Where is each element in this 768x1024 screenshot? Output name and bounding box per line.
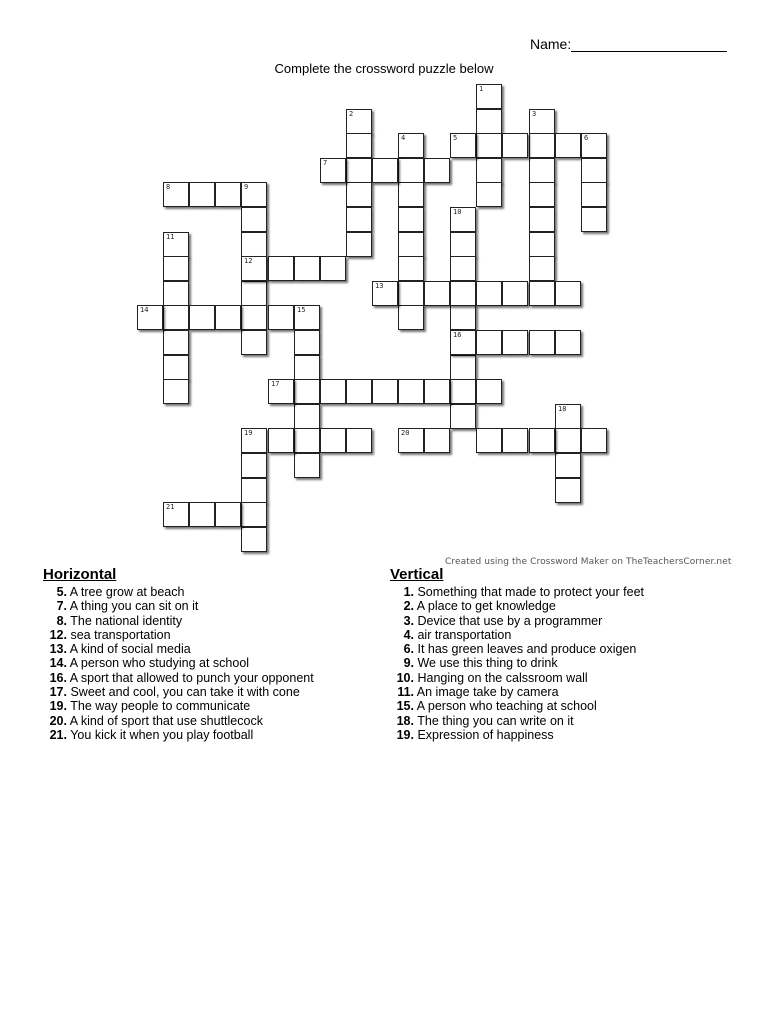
clue-number: 9. xyxy=(403,656,414,671)
clue-text: The way people to communicate xyxy=(67,699,251,714)
crossword-cell[interactable] xyxy=(163,182,189,207)
clue-number: 18 xyxy=(558,405,567,413)
clue-number: 1 xyxy=(479,85,484,93)
crossword-cell[interactable] xyxy=(241,256,267,281)
clue-number: 5. xyxy=(56,585,67,599)
crossword-cell[interactable] xyxy=(241,478,267,503)
vertical-clue xyxy=(390,599,644,613)
crossword-cell[interactable] xyxy=(450,281,476,306)
clue-number: 18. xyxy=(396,713,414,728)
clue-number: 19. xyxy=(396,727,414,742)
clue-text: A thing you can sit on it xyxy=(67,599,199,614)
crossword-cell[interactable] xyxy=(555,453,581,478)
crossword-cell[interactable] xyxy=(529,330,555,355)
crossword-cell[interactable] xyxy=(450,232,476,257)
clue-text: A sport that allowed to punch your opponent xyxy=(67,670,314,685)
clue-text: A place to get knowledge xyxy=(414,599,556,614)
vertical-clue xyxy=(390,628,644,642)
clue-text: A person who studying at school xyxy=(67,656,250,671)
crossword-cell[interactable] xyxy=(241,207,267,232)
clue-text: You kick it when you play football xyxy=(67,727,254,742)
horizontal-clue xyxy=(43,628,314,642)
crossword-cell[interactable] xyxy=(320,379,346,404)
crossword-cell[interactable] xyxy=(398,182,424,207)
crossword-cell[interactable] xyxy=(163,232,189,257)
crossword-cell[interactable] xyxy=(346,158,372,183)
clue-number: 20 xyxy=(401,429,410,437)
clue-text: Expression of happiness xyxy=(414,727,554,742)
crossword-cell[interactable] xyxy=(346,182,372,207)
crossword-cell[interactable] xyxy=(163,256,189,281)
crossword-cell[interactable] xyxy=(450,379,476,404)
crossword-cell[interactable] xyxy=(476,158,502,183)
clue-number: 20. xyxy=(49,713,67,728)
crossword-cell[interactable] xyxy=(555,404,581,429)
credit-text: Created using the Crossword Maker on TheTeachersCorner.net xyxy=(445,557,732,567)
crossword-cell[interactable] xyxy=(424,379,450,404)
crossword-cell[interactable] xyxy=(424,158,450,183)
vertical-clue xyxy=(390,585,644,599)
crossword-cell[interactable] xyxy=(241,305,267,330)
crossword-cell[interactable] xyxy=(581,207,607,232)
horizontal-clue xyxy=(43,585,314,599)
crossword-cell[interactable] xyxy=(476,379,502,404)
clue-number: 5 xyxy=(453,134,458,142)
crossword-cell[interactable] xyxy=(502,330,528,355)
crossword-cell[interactable] xyxy=(372,281,398,306)
crossword-cell[interactable] xyxy=(294,330,320,355)
crossword-cell[interactable] xyxy=(398,232,424,257)
clue-text: Sweet and cool, you can take it with cone xyxy=(67,685,300,700)
crossword-cell[interactable] xyxy=(346,232,372,257)
clue-number: 19 xyxy=(244,429,253,437)
clue-number: 14 xyxy=(140,306,149,314)
crossword-cell[interactable] xyxy=(137,305,163,330)
clue-text: A person who teaching at school xyxy=(414,699,597,714)
crossword-cell[interactable] xyxy=(450,133,476,158)
horizontal-clue xyxy=(43,728,314,742)
clue-number: 6. xyxy=(403,642,414,657)
crossword-cell[interactable] xyxy=(476,428,502,453)
crossword-cell[interactable] xyxy=(502,281,528,306)
horizontal-clues xyxy=(43,566,314,742)
crossword-cell[interactable] xyxy=(346,379,372,404)
horizontal-clue xyxy=(43,699,314,713)
crossword-cell[interactable] xyxy=(476,281,502,306)
clue-text: An image take by camera xyxy=(414,685,559,700)
crossword-cell[interactable] xyxy=(424,281,450,306)
crossword-cell[interactable] xyxy=(215,305,241,330)
horizontal-clue xyxy=(43,614,314,628)
crossword-cell[interactable] xyxy=(294,305,320,330)
crossword-cell[interactable] xyxy=(241,502,267,527)
crossword-cell[interactable] xyxy=(189,182,215,207)
clue-text: It has green leaves and produce oxigen xyxy=(414,642,637,657)
horizontal-clue xyxy=(43,671,314,685)
crossword-cell[interactable] xyxy=(320,158,346,183)
crossword-cell[interactable] xyxy=(398,158,424,183)
crossword-cell[interactable] xyxy=(215,182,241,207)
clue-text: A kind of social media xyxy=(67,642,191,657)
crossword-cell[interactable] xyxy=(241,527,267,552)
crossword-cell[interactable] xyxy=(163,330,189,355)
clue-text: Something that made to protect your feet xyxy=(414,585,644,599)
crossword-cell[interactable] xyxy=(529,109,555,134)
instructions: Complete the crossword puzzle below xyxy=(274,61,494,76)
vertical-clue xyxy=(390,642,644,656)
clue-text: Hanging on the calssroom wall xyxy=(414,670,588,685)
crossword-cell[interactable] xyxy=(163,355,189,380)
crossword-cell[interactable] xyxy=(450,207,476,232)
vertical-clue xyxy=(390,656,644,670)
crossword-cell[interactable] xyxy=(294,379,320,404)
crossword-cell[interactable] xyxy=(529,133,555,158)
clue-text: air transportation xyxy=(414,627,512,642)
crossword-cell[interactable] xyxy=(502,133,528,158)
crossword-cell[interactable] xyxy=(529,232,555,257)
crossword-cell[interactable] xyxy=(189,502,215,527)
crossword-cell[interactable] xyxy=(502,428,528,453)
vertical-clue xyxy=(390,699,644,713)
clue-number: 21. xyxy=(49,727,67,742)
crossword-cell[interactable] xyxy=(581,428,607,453)
crossword-cell[interactable] xyxy=(268,379,294,404)
crossword-cell[interactable] xyxy=(398,133,424,158)
vertical-clue xyxy=(390,728,644,742)
clue-number: 10. xyxy=(396,670,414,685)
crossword-cell[interactable] xyxy=(294,428,320,453)
vertical-clues xyxy=(390,566,644,742)
crossword-cell[interactable] xyxy=(320,428,346,453)
clue-number: 13. xyxy=(49,642,67,657)
clue-number: 16. xyxy=(49,670,67,685)
crossword-cell[interactable] xyxy=(529,182,555,207)
crossword-cell[interactable] xyxy=(450,256,476,281)
clue-text: The national identity xyxy=(67,613,183,628)
crossword-cell[interactable] xyxy=(476,330,502,355)
crossword-cell[interactable] xyxy=(529,207,555,232)
crossword-cell[interactable] xyxy=(163,305,189,330)
clue-number: 3. xyxy=(403,613,414,628)
crossword-cell[interactable] xyxy=(346,109,372,134)
clue-number: 13 xyxy=(375,282,384,290)
vertical-clue xyxy=(390,614,644,628)
crossword-cell[interactable] xyxy=(241,428,267,453)
crossword-cell[interactable] xyxy=(268,305,294,330)
crossword-cell[interactable] xyxy=(450,355,476,380)
horizontal-heading: Horizontal xyxy=(43,566,117,583)
crossword-cell[interactable] xyxy=(398,305,424,330)
clue-number: 1. xyxy=(403,585,414,599)
crossword-cell[interactable] xyxy=(529,158,555,183)
crossword-cell[interactable] xyxy=(372,158,398,183)
crossword-cell[interactable] xyxy=(346,207,372,232)
crossword-cell[interactable] xyxy=(268,256,294,281)
clue-number: 17 xyxy=(271,380,280,388)
horizontal-clue xyxy=(43,685,314,699)
horizontal-clue xyxy=(43,656,314,670)
crossword-cell[interactable] xyxy=(189,305,215,330)
clue-number: 11. xyxy=(397,685,414,700)
crossword-cell[interactable] xyxy=(450,404,476,429)
clue-number: 8. xyxy=(56,613,67,628)
clue-number: 6 xyxy=(584,134,589,142)
clue-number: 12 xyxy=(244,257,253,265)
clue-number: 4. xyxy=(403,627,414,642)
crossword-cell[interactable] xyxy=(476,84,502,109)
crossword-cell[interactable] xyxy=(294,355,320,380)
crossword-cell[interactable] xyxy=(450,305,476,330)
clue-number: 16 xyxy=(453,331,462,339)
clue-number: 2. xyxy=(403,599,414,614)
crossword-cell[interactable] xyxy=(163,502,189,527)
clue-text: A tree grow at beach xyxy=(67,585,185,599)
crossword-cell[interactable] xyxy=(241,453,267,478)
crossword-cell[interactable] xyxy=(241,281,267,306)
vertical-clue xyxy=(390,685,644,699)
vertical-clue-list xyxy=(390,585,644,742)
vertical-clue xyxy=(390,714,644,728)
clue-text: We use this thing to drink xyxy=(414,656,558,671)
clue-number: 7 xyxy=(323,159,328,167)
crossword-cell[interactable] xyxy=(163,379,189,404)
crossword-cell[interactable] xyxy=(268,428,294,453)
vertical-heading: Vertical xyxy=(390,566,444,583)
crossword-cell[interactable] xyxy=(294,404,320,429)
crossword-cell[interactable] xyxy=(555,133,581,158)
clue-number: 15 xyxy=(297,306,306,314)
crossword-cell[interactable] xyxy=(346,428,372,453)
crossword-cell[interactable] xyxy=(241,330,267,355)
clue-number: 11 xyxy=(166,233,175,241)
crossword-cell[interactable] xyxy=(555,330,581,355)
clue-number: 3 xyxy=(532,110,537,118)
crossword-cell[interactable] xyxy=(398,256,424,281)
clue-text: sea transportation xyxy=(67,627,171,642)
crossword-cell[interactable] xyxy=(581,133,607,158)
crossword-cell[interactable] xyxy=(424,428,450,453)
crossword-cell[interactable] xyxy=(241,232,267,257)
clue-number: 19. xyxy=(49,699,67,714)
crossword-cell[interactable] xyxy=(398,281,424,306)
crossword-cell[interactable] xyxy=(294,256,320,281)
crossword-cell[interactable] xyxy=(398,207,424,232)
clue-number: 8 xyxy=(166,183,171,191)
crossword-cell[interactable] xyxy=(320,256,346,281)
crossword-cell[interactable] xyxy=(215,502,241,527)
crossword-cell[interactable] xyxy=(241,182,267,207)
crossword-cell[interactable] xyxy=(555,478,581,503)
clue-number: 12. xyxy=(49,627,67,642)
crossword-cell[interactable] xyxy=(346,133,372,158)
crossword-cell[interactable] xyxy=(372,379,398,404)
crossword-cell[interactable] xyxy=(529,428,555,453)
crossword-cell[interactable] xyxy=(163,281,189,306)
crossword-cell[interactable] xyxy=(555,428,581,453)
clue-number: 10 xyxy=(453,208,462,216)
crossword-cell[interactable] xyxy=(294,453,320,478)
crossword-cell[interactable] xyxy=(555,281,581,306)
vertical-clue xyxy=(390,671,644,685)
crossword-cell[interactable] xyxy=(450,330,476,355)
horizontal-clue xyxy=(43,714,314,728)
clue-number: 7. xyxy=(56,599,67,614)
clue-text: The thing you can write on it xyxy=(414,713,574,728)
crossword-cell[interactable] xyxy=(476,182,502,207)
name-label: Name: xyxy=(530,36,572,52)
crossword-cell[interactable] xyxy=(476,109,502,134)
crossword-cell[interactable] xyxy=(529,256,555,281)
horizontal-clue xyxy=(43,599,314,613)
crossword-cell[interactable] xyxy=(398,379,424,404)
crossword-cell[interactable] xyxy=(529,281,555,306)
clue-number: 9 xyxy=(244,183,249,191)
clue-number: 21 xyxy=(166,503,175,511)
clue-number: 15. xyxy=(396,699,414,714)
clue-number: 17. xyxy=(49,685,67,700)
clue-text: A kind of sport that use shuttlecock xyxy=(67,713,263,728)
clue-text: Device that use by a programmer xyxy=(414,613,603,628)
crossword-cell[interactable] xyxy=(476,133,502,158)
horizontal-clue-list xyxy=(43,585,314,742)
clue-number: 4 xyxy=(401,134,406,142)
horizontal-clue xyxy=(43,642,314,656)
clue-number: 2 xyxy=(349,110,354,118)
crossword-cell[interactable] xyxy=(398,428,424,453)
clue-number: 14. xyxy=(49,656,67,671)
crossword-cell[interactable] xyxy=(581,182,607,207)
crossword-cell[interactable] xyxy=(581,158,607,183)
